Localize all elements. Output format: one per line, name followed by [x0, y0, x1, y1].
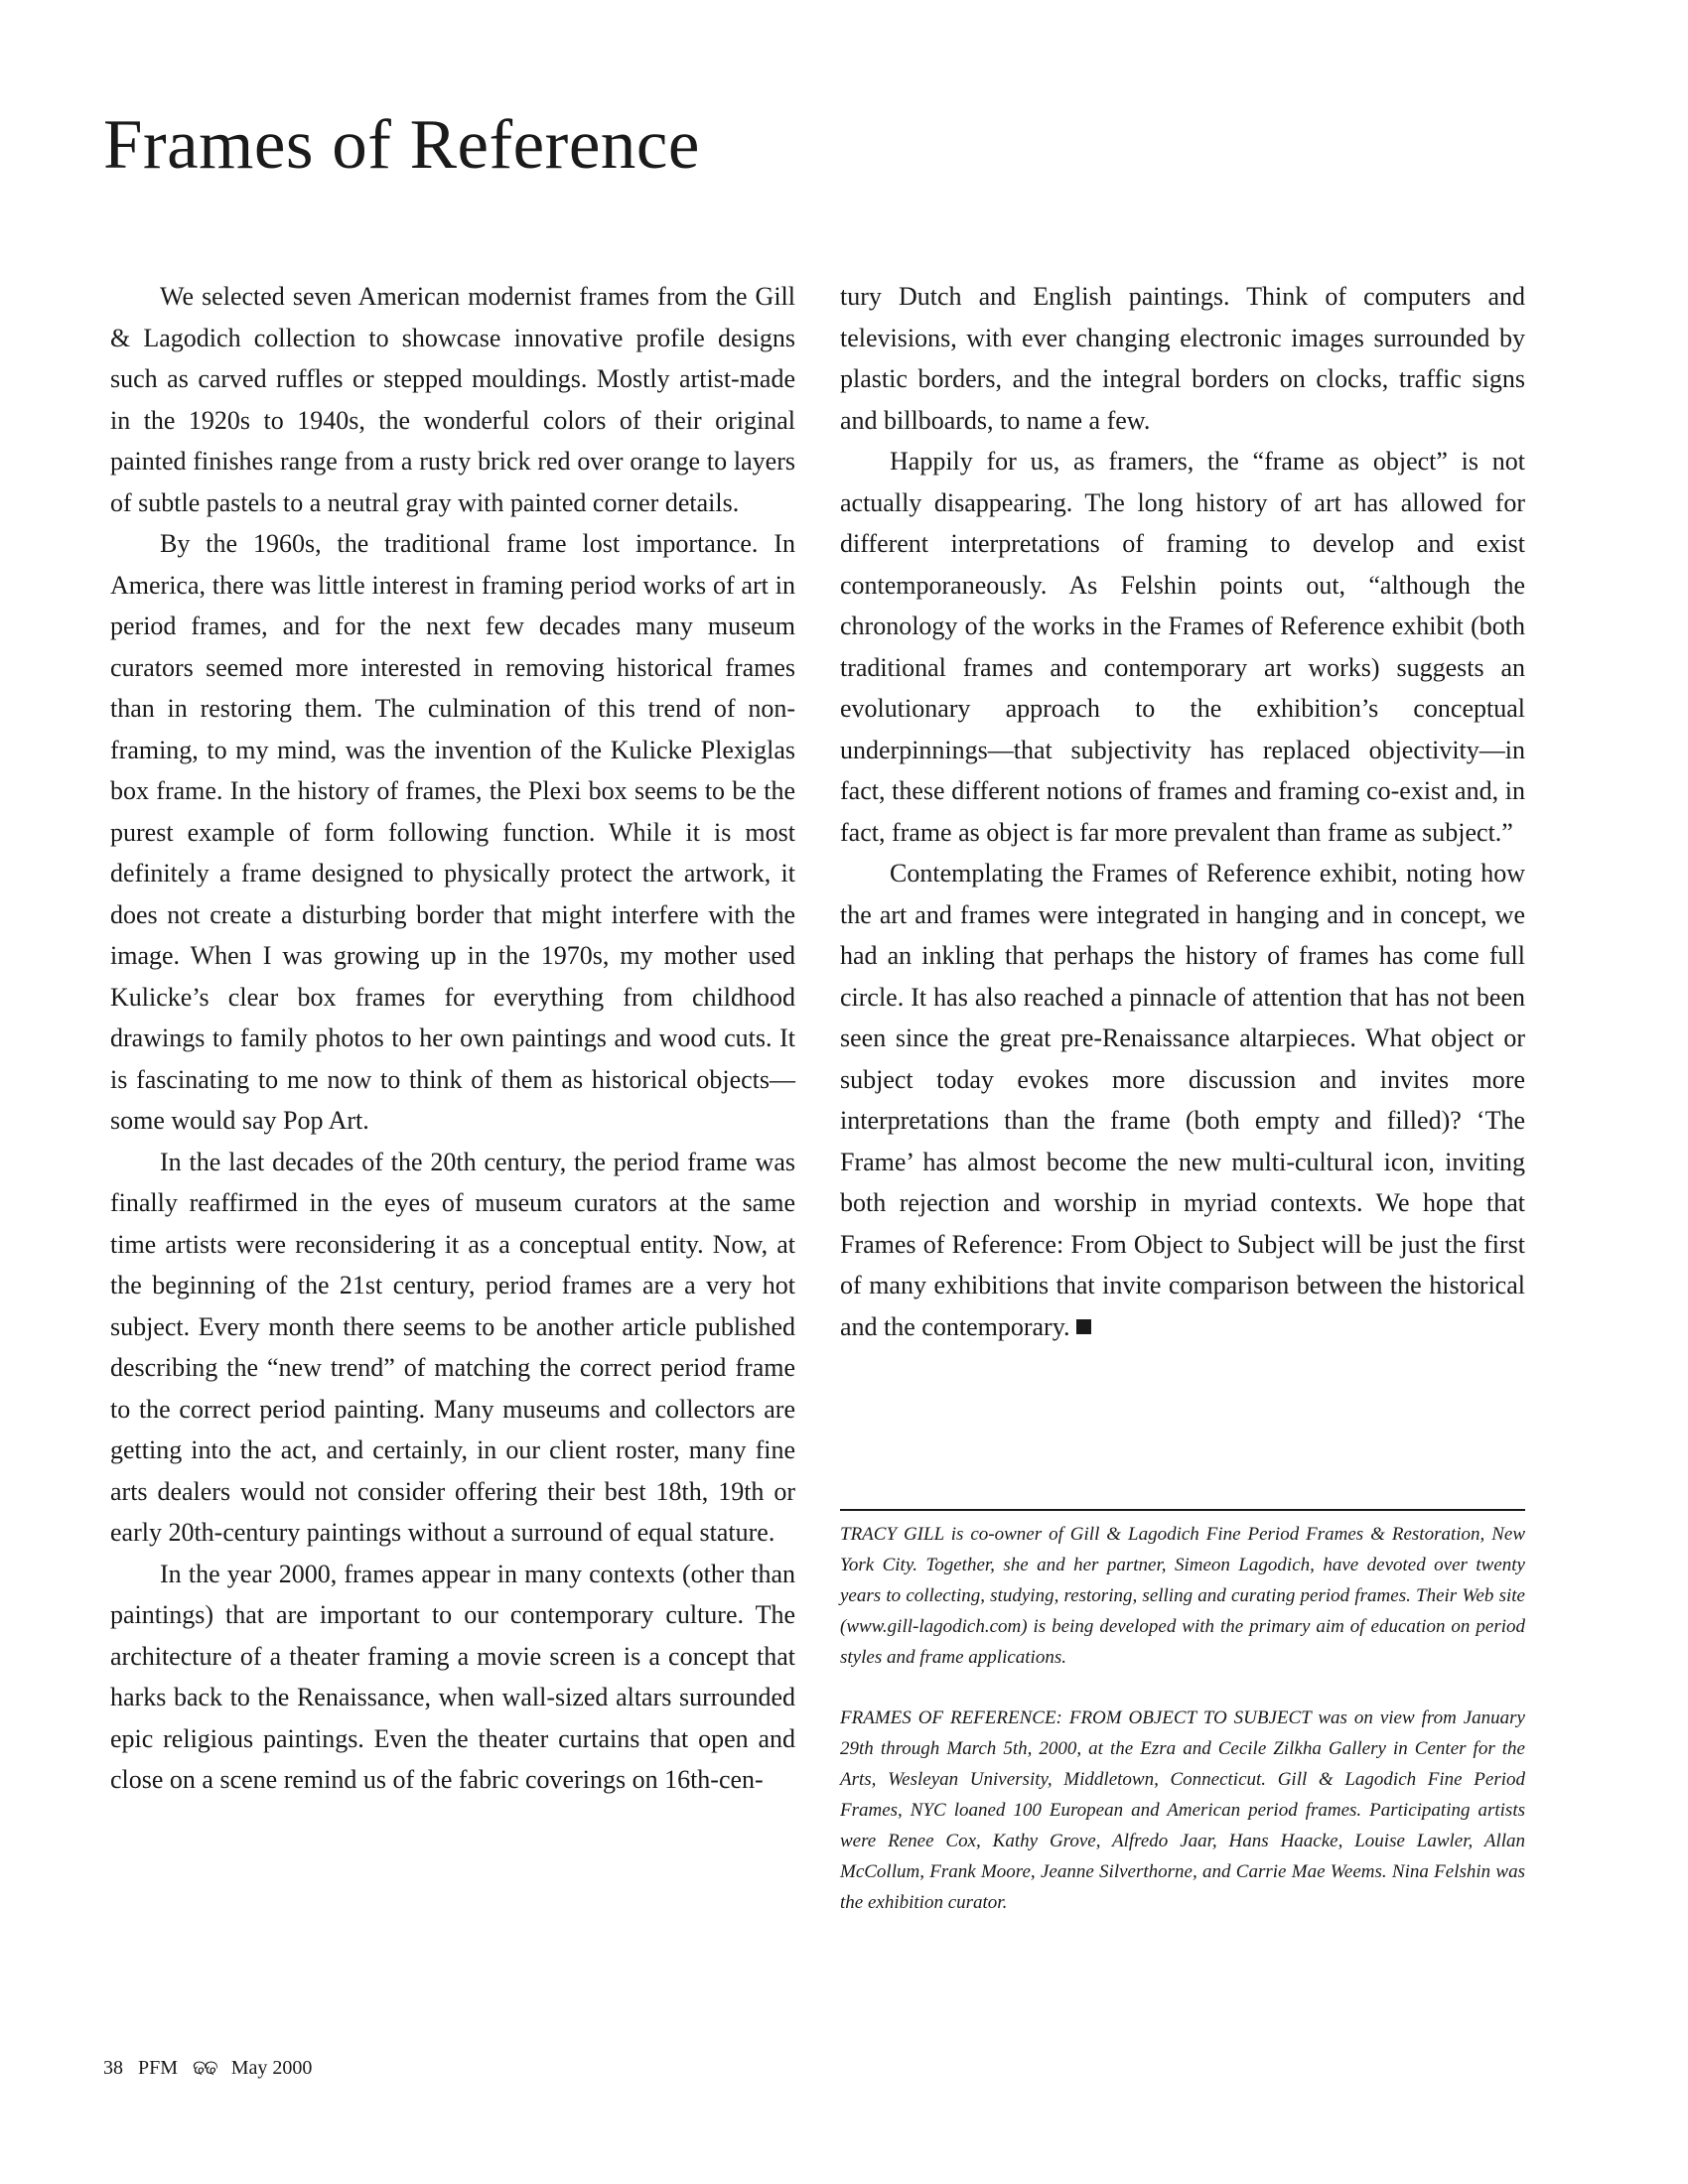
issue-date: May 2000 — [230, 2057, 313, 2079]
body-paragraph: In the year 2000, frames appear in many contexts (other than paintings) that are important to our contemporary culture. The architecture of a theater framing a movie screen is a concept that harks back to the Renaissance, when wall-sized altars surrounded epic religious paintings. Even the theater curtains that open and close on a scene remind us of the fabric coverings on 16th-cen- — [110, 1559, 795, 1794]
closing-paragraph-text: Contemplating the Frames of Reference exhibit, noting how the art and frames were integrated in hanging and in concept, we had an inkling that perhaps the history of frames has come full circle. It has also reached a pinnacle of attention that has not been seen since the great pre-Renaissance altarpieces. What object or subject today evokes more discussion and invites more interpretations than the frame (both empty and filled)? ‘The Frame’ has almost become the new multi-cultural icon, inviting both rejection and worship in myriad contexts. We hope that Frames of Reference: From Object to Subject will be just the first of many exhibitions that invite comparison between the historical and the contemporary. — [840, 859, 1525, 1341]
author-bio-text: is co-owner of Gill & Lagodich Fine Period Frames & Restoration, New York City. Together, she and her partner, Simeon Lagodich, have devoted over twenty years to collecting, studying, restoring, selling and curating period frames. Their Web site (www.gill-lagodich.com) is being developed with the primary aim of education on period styles and frame applications. — [840, 1524, 1525, 1668]
body-paragraph: Happily for us, as framers, the “frame as object” is not actually disappearing. The long history of art has allowed for different interpretations of framing to develop and exist contemporaneously. As Felshin points out, “although the chronology of the works in the Frames of Reference exhibit (both traditional frames and contemporary art works) suggests an evolutionary approach to the exhibition’s conceptual underpinnings—that subjectivity has replaced objectivity—in fact, these different notions of frames and framing co-exist and, in fact, frame as object is far more prevalent than frame as subject.” — [840, 447, 1525, 847]
author-name: TRACY GILL — [840, 1524, 944, 1545]
page-footer — [103, 2055, 322, 2081]
bio-divider — [840, 1509, 1525, 1511]
article-title: Frames of Reference — [103, 106, 700, 184]
right-column — [840, 276, 1525, 1347]
page-number: 38 — [103, 2057, 123, 2079]
publication-name: PFM — [138, 2057, 179, 2079]
exhibition-note — [840, 1703, 1525, 1918]
ornament-icon: ଢଢ — [193, 2057, 216, 2079]
exhibition-name: FRAMES OF REFERENCE: FROM OBJECT TO SUBJECT — [840, 1707, 1312, 1728]
body-paragraph: We selected seven American modernist frames from the Gill & Lagodich collection to showcase innovative profile designs such as carved ruffles or stepped mouldings. Mostly artist-made in the 1920s to 1940s, the wonderful colors of their original painted finishes range from a rusty brick red over orange to layers of subtle pastels to a neutral gray with painted corner details. — [110, 282, 795, 517]
body-paragraph-continuation: tury Dutch and English paintings. Think of computers and televisions, with ever changing electronic images surrounded by plastic borders, and the integral borders on clocks, traffic signs and billboards, to name a few. — [840, 282, 1525, 435]
end-mark-icon — [1076, 1319, 1091, 1334]
left-column — [110, 276, 795, 1801]
closing-paragraph — [840, 853, 1525, 1347]
author-bio-paragraph — [840, 1519, 1525, 1673]
author-bio — [840, 1519, 1525, 1918]
body-paragraph: In the last decades of the 20th century, the period frame was finally reaffirmed in the eyes of museum curators at the same time artists were reconsidering it as a conceptual entity. Now, at the beginning of the 21st century, period frames are a very hot subject. Every month there seems to be another article published describing the “new trend” of matching the correct period frame to the correct period painting. Many museums and collectors are getting into the act, and certainly, in our client roster, many fine arts dealers would not consider offering their best 18th, 19th or early 20th-century paintings without a surround of equal stature. — [110, 1147, 795, 1547]
exhibition-note-text: was on view from January 29th through March 5th, 2000, at the Ezra and Cecile Zilkha Gallery in Center for the Arts, Wesleyan University, Middletown, Connecticut. Gill & Lagodich Fine Period Frames, NYC loaned 100 European and American period frames. Participating artists were Renee Cox, Kathy Grove, Alfredo Jaar, Hans Haacke, Louise Lawler, Allan McCollum, Frank Moore, Jeanne Silverthorne, and Carrie Mae Weems. Nina Felshin was the exhibition curator. — [840, 1707, 1525, 1913]
body-paragraph: By the 1960s, the traditional frame lost importance. In America, there was little interest in framing period works of art in period frames, and for the next few decades many museum curators seemed more interested in removing historical frames than in restoring them. The culmination of this trend of non-framing, to my mind, was the invention of the Kulicke Plexiglas box frame. In the history of frames, the Plexi box seems to be the purest example of form following function. While it is most definitely a frame designed to physically protect the artwork, it does not create a disturbing border that might interfere with the image. When I was growing up in the 1970s, my mother used Kulicke’s clear box frames for everything from childhood drawings to family photos to her own paintings and wood cuts. It is fascinating to me now to think of them as historical objects— some would say Pop Art. — [110, 529, 795, 1135]
